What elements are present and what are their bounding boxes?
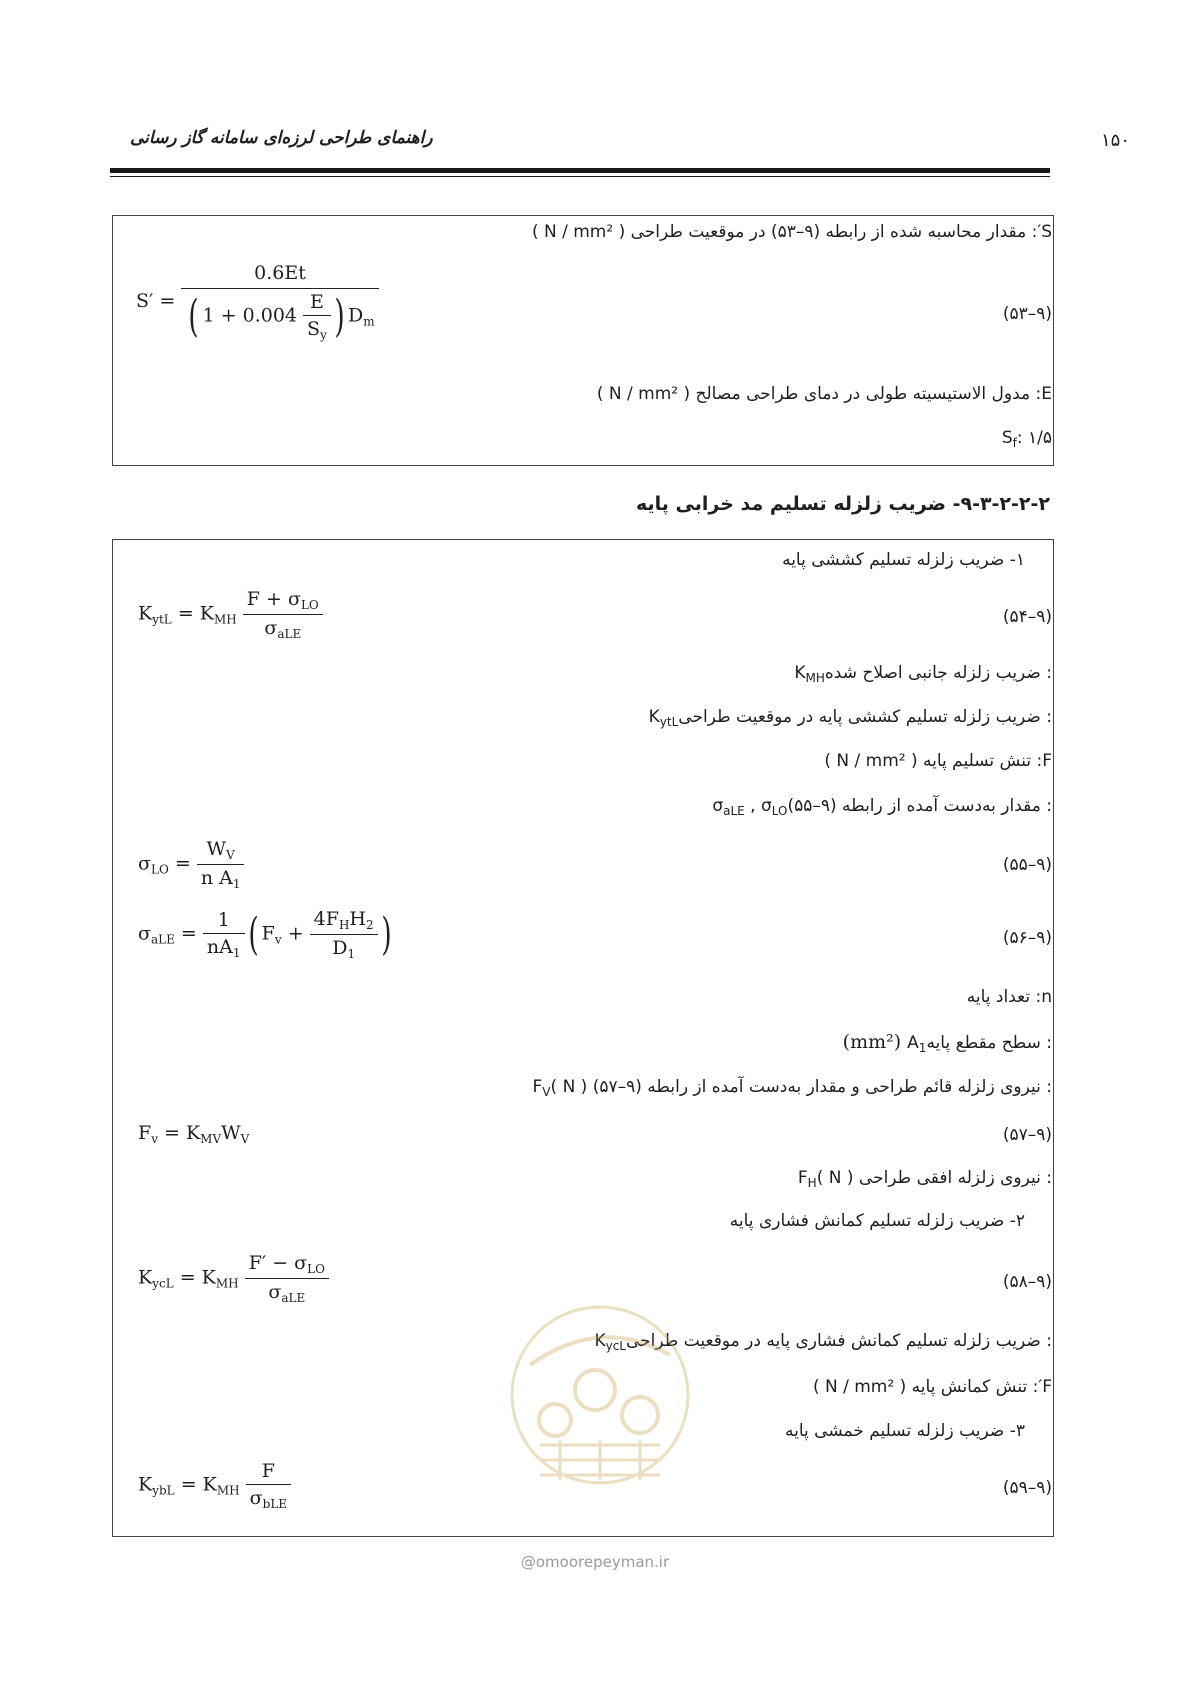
watermark-site: @omoorepeyman.ir [520,1553,670,1571]
item-2-title: ۲- ضریب زلزله تسلیم کمانش فشاری پایه [729,1211,1025,1231]
sf-definition: ۱/۵ $:S_f$ [1001,428,1052,450]
equation-54-number: (۹–۵۴) [1002,607,1052,627]
equation-58-number: (۹–۵۸) [1002,1272,1052,1292]
fv-definition: : نیروی زلزله قائم طراحی و مقدار به‌دست آمده از رابطه (۹–۵۷) ( N )$F_V$ [532,1077,1052,1099]
n-definition: n: تعداد پایه [966,987,1052,1007]
equation-57-formula: $F_v = K_{MV}W_V$ [138,1122,250,1146]
e-definition: E: مدول الاستیسیته طولی در دمای طراحی مصالح ( N / mm² ) [596,384,1052,404]
kycl-definition: : ضریب زلزله تسلیم کمانش فشاری پایه در موقعیت طراحیK$_{ycL}$ [594,1331,1052,1353]
equation-55-formula: $\sigma_{LO}$ = $\frac{W_V}{n A_1}$ [138,838,244,891]
item-1-title: ۱- ضریب زلزله تسلیم کششی پایه [782,550,1025,570]
equation-53-number: (۹–۵۳) [1002,304,1052,324]
equation-58-formula: $K_{ycL} = K_{MH}$ $\frac{F' - \sigma_{LO}}{\sigma_{aLE}}$ [138,1252,329,1305]
item-3-title: ۳- ضریب زلزله تسلیم خمشی پایه [785,1421,1025,1441]
equation-55-number: (۹–۵۵) [1002,855,1052,875]
eq53-numerator: 0.6Et [181,262,378,289]
f-prime-definition: F′: تنش کمانش پایه ( N / mm² ) [812,1377,1052,1397]
f-definition: F: تنش تسلیم پایه ( N / mm² ) [824,751,1052,771]
book-title: راهنمای طراحی لرزه‌ای سامانه گاز رسانی [130,128,433,148]
s-prime-definition: S′: مقدار محاسبه شده از رابطه (۹–۵۳) در موقعیت طراحی ( N / mm² ) [531,222,1052,242]
section-heading: ۹-۳-۲-۲-۲- ضریب زلزله تسلیم مد خرابی پایه [635,493,1050,515]
watermark-logo [500,1295,700,1495]
page-number: ۱۵۰ [1100,130,1130,151]
eq53-denominator: ( 1 + 0.004 $\frac{E}{S_y}$ ) $D_m$ [188,290,375,342]
kmh-definition: : ضریب زلزله جانبی اصلاح شدهK$_{MH}$ [794,663,1052,685]
fh-definition: : نیروی زلزله افقی طراحی ( N )$F_H$ [797,1168,1052,1190]
equation-59-number: (۹–۵۹) [1002,1478,1052,1498]
equation-59-formula: $K_{ybL} = K_{MH}$ $\frac{F}{\sigma_{bLE}}$ [138,1460,291,1511]
equation-56-formula: $\sigma_{aLE}$ = $\frac{1}{nA_1}$ ( $F_v$ + $\frac{4F_HH_2}{D_1}$ ) [138,908,392,961]
sigma-definition: : مقدار به‌دست آمده از رابطه $(۹-۵۵)\sigma_{aLE}$ , $\sigma_{LO}$ [712,796,1052,818]
kytl-definition: : ضریب زلزله تسلیم کششی پایه در موقعیت طراحیK$_{ytL}$ [648,707,1052,729]
header-rule-thin [110,176,1050,177]
a1-definition: : سطح مقطع پایهA$_1$(mm²) [842,1031,1052,1055]
equation-57-number: (۹–۵۷) [1002,1125,1052,1145]
equation-53-formula: S′ = 0.6Et ( 1 + 0.004 $\frac{E}{S_y}$ ) $D_m$ [136,262,379,342]
equation-56-number: (۹–۵۶) [1002,928,1052,948]
equation-54-formula: $K_{ytL} = K_{MH}$ $\frac{F + \sigma_{LO}}{\sigma_{aLE}}$ [138,588,323,641]
header-rule-thick [110,168,1050,173]
